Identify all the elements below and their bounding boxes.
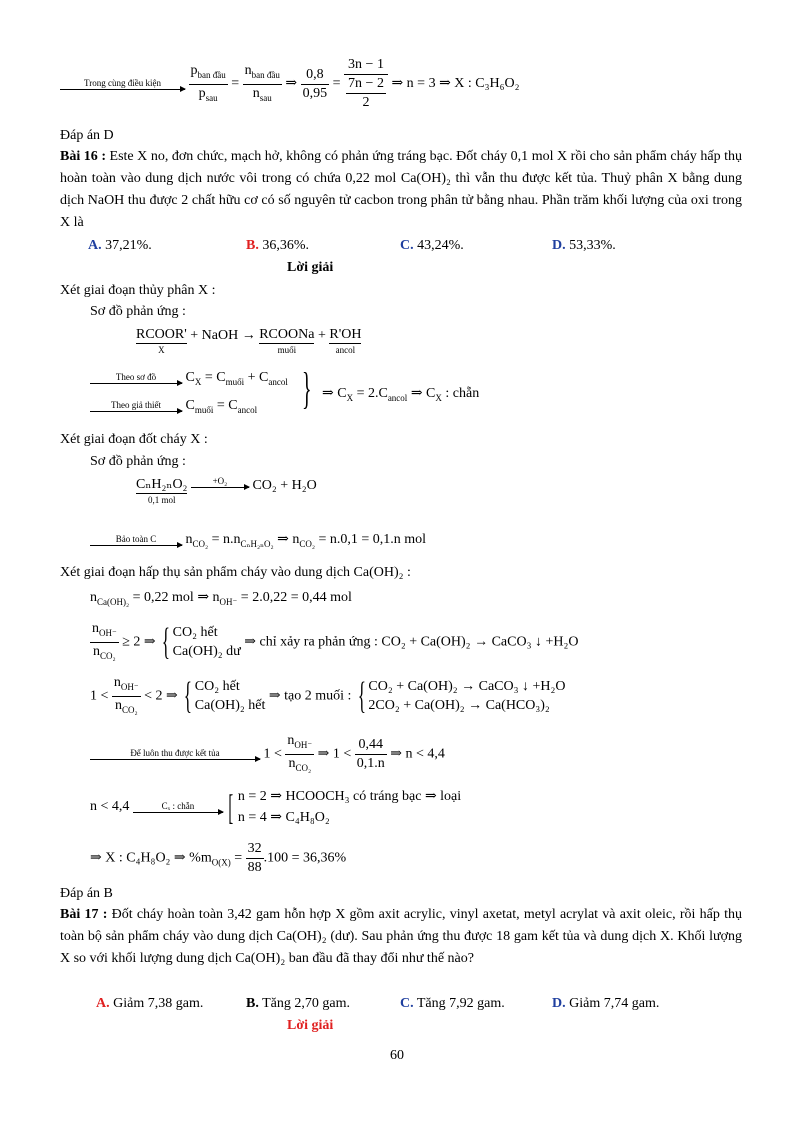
fn-num: 3n − 1 — [344, 56, 388, 75]
step1-scheme: Sơ đồ phản ứng : — [90, 304, 186, 319]
bai16-opt-c: C. 43,24%. — [400, 238, 464, 253]
bai16-text: Este X no, đơn chức, mạch hở, không có phản ứng tráng bạc. Đốt cháy 0,1 mol X rồi cho sản phẩm cháy hấp thụ hoàn toàn vào dung dịch nước vôi trong có chứa 0,22 mol Ca(OH)₂ thì vẫn thu được kết tủa. Thuỷ phân X bằng dung dịch NaOH thu được 2 chất hữu cơ có số nguyên tử cacbon trong phân tử bằng nhau. Phần trăm khối lượng của oxi trong X là — [60, 149, 743, 230]
bai17-label: Bài 17 : — [60, 907, 108, 922]
fn-den-num: 7n − 2 — [346, 75, 386, 94]
n-num-sub: ban đầu — [251, 69, 280, 80]
step1-title: Xét giai đoạn thủy phân X : — [60, 283, 216, 298]
step2-title: Xét giai đoạn đốt cháy X : — [60, 432, 208, 447]
bai16-opt-b: B. 36,36%. — [246, 238, 310, 253]
case-1: $\frac{n_{OH^-}}{n_{CO_2}}$ ≥ 2 ⇒ { CO₂ hết Ca(OH)₂ dư ⇒ chỉ xảy ra phản ứng : CO₂ + Ca(OH)₂ → CaCO₃ ↓ +H₂O — [92, 621, 579, 664]
n-den-sub: sau — [259, 92, 272, 103]
top-eq-result: ⇒ n = 3 ⇒ X : C₃H₆O₂ — [391, 76, 520, 92]
top-equation: Trong cùng điều kiện $\frac{p_{ban đầu}}{p_{sau}}$ = $\frac{n_{ban đầu}}{n_{sau}}$ ⇒ $\frac{0,8}{0,95}$ = $\frac{3n - 1}{\frac{7n - 2}{2}}$ ⇒ n = 3 ⇒ X : C₃H₆O₂ — [60, 56, 520, 112]
answer-d-line: Đáp án D — [60, 128, 114, 143]
step2-scheme: Sơ đồ phản ứng : — [90, 454, 186, 469]
reaction-combustion: CₙH₂ₙO₂ 0,1 mol +O₂ CO₂ + H₂O — [136, 476, 317, 505]
carbon-conservation: Bảo toàn C $n_{CO_2} = n.n_{C_nH_{2n}O_2}$ ⇒ $n_{CO_2} = n.0,1 = 0,1.n$ mol — [90, 530, 426, 554]
bai17-solution-title: Lời giải — [287, 1018, 334, 1033]
p-num-sub: ban đầu — [197, 69, 226, 80]
answer-b-line: Đáp án B — [60, 886, 113, 901]
bai17-text: Đốt cháy hoàn toàn 3,42 gam hỗn hợp X gồm axit acrylic, vinyl axetat, metyl acrylat và axit oleic, rồi hấp thụ toàn bộ sản phẩm cháy vào dung dịch Ca(OH)₂ (dư). Sau phản ứng thu được 18 gam kết tủa và dung dịch X. Khối lượng X so với khối lượng dung dịch Ca(OH)₂ ban đầu đã thay đổi như thế nào? — [60, 907, 742, 966]
precipitate-condition: Để luôn thu được kết tủa 1 < $\frac{n_{OH^-}}{n_{CO_2}}$ ⇒ 1 < $\frac{0,44}{0,1.n}$ ⇒ n < 4,4 — [90, 732, 445, 777]
p-den-sub: sau — [205, 92, 218, 103]
bai16-label: Bài 16 : — [60, 149, 106, 164]
bai16-question — [60, 146, 742, 234]
fn-den-den: 2 — [362, 95, 370, 110]
p-num: p — [190, 62, 198, 78]
oh-moles: $n_{Ca(OH)_2} = 0,22$ mol ⇒ $n_{OH^-} = 2.0,22 = 0,44$ mol — [90, 590, 352, 607]
bai17-opt-d: D. Giảm 7,74 gam. — [552, 996, 660, 1011]
frac-values — [301, 66, 330, 103]
val-den: 0,95 — [302, 85, 328, 101]
frac-n — [344, 56, 388, 112]
frac-moles — [243, 62, 282, 107]
arrow-label: Trong cùng điều kiện — [84, 78, 161, 88]
bai17-question — [60, 904, 742, 970]
bai16-solution-title: Lời giải — [287, 260, 334, 275]
p-den: p — [198, 85, 206, 101]
carbon-brace: } — [302, 364, 312, 413]
n-den: n — [252, 85, 260, 101]
carbon-result: ⇒ $C_X = 2.C_{ancol}$ ⇒ $C_X$ : chẵn — [322, 386, 480, 403]
bai17-opt-c: C. Tăng 7,92 gam. — [400, 996, 505, 1011]
frac-pressure — [189, 62, 228, 107]
n-num: n — [244, 62, 252, 78]
val-num: 0,8 — [301, 66, 330, 85]
arrow-condition — [60, 78, 185, 90]
n-cases: n < 4,4 Cₓ : chẵn [ n = 2 ⇒ HCOOCH₃ có tráng bạc ⇒ loại n = 4 ⇒ C₄H₈O₂ — [90, 787, 462, 827]
final-result: ⇒ X : C₄H₈O₂ ⇒ $\%m_{O(X)}$ = $\frac{32}{88}$ .100 = 36,36% — [90, 841, 347, 875]
bai17-opt-a: A. Giảm 7,38 gam. — [96, 996, 204, 1011]
bai16-opt-d: D. 53,33%. — [552, 238, 616, 253]
carbon-relation-1: Theo sơ đồ $C_X = C_{muối} + C_{ancol}$ — [90, 368, 288, 392]
reaction-hydrolysis: RCOOR' X + NaOH → RCOONa muối + R'OH ancol — [136, 327, 362, 355]
case-2: 1 < $\frac{n_{OH^-}}{n_{CO_2}}$ < 2 ⇒ { CO₂ hết Ca(OH)₂ hết ⇒ tạo 2 muối : { CO₂ + Ca(OH)₂ → CaCO₃ ↓ +H₂O 2CO₂ + Ca(OH)₂ → Ca(HCO₃)₂ — [90, 675, 566, 718]
bai17-opt-b: B. Tăng 2,70 gam. — [246, 996, 350, 1011]
step3-title: Xét giai đoạn hấp thụ sản phẩm cháy vào dung dịch Ca(OH)₂ : — [60, 565, 411, 580]
bai16-opt-a: A. 37,21%. — [88, 238, 152, 253]
page-number: 60 — [390, 1048, 404, 1063]
carbon-relation-2: Theo giả thiết $C_{muối} = C_{ancol}$ — [90, 396, 257, 420]
